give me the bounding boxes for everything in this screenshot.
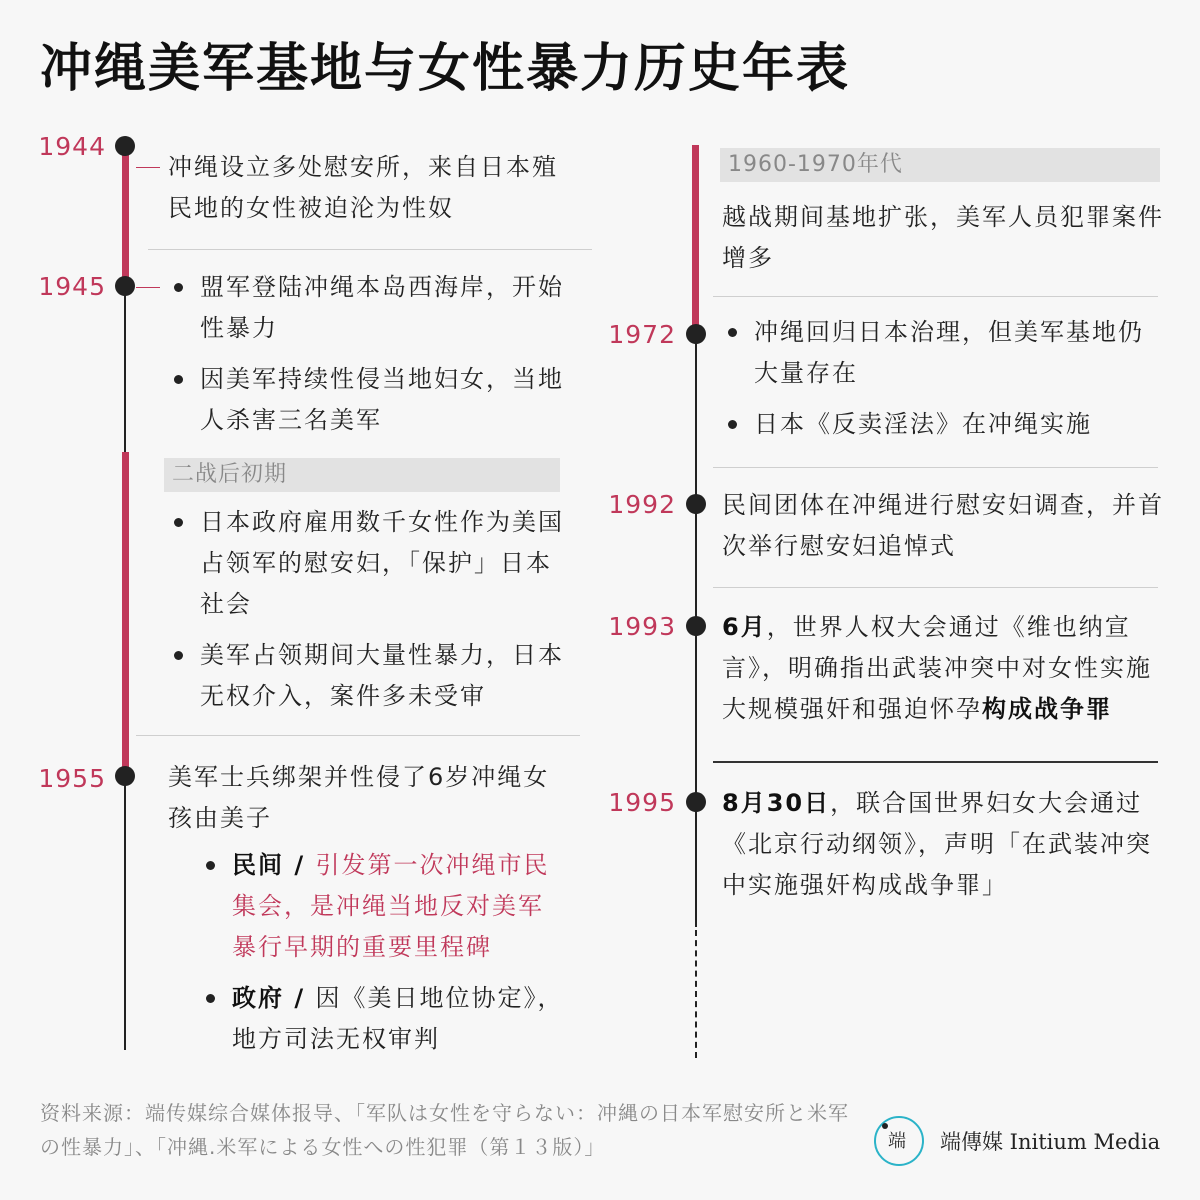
event-1972-list <box>718 312 1168 445</box>
list-item <box>196 978 568 1060</box>
item-separator: / <box>284 984 316 1012</box>
item-text: 引发第一次冲绳市民集会，是冲绳当地反对美军暴行早期的重要里程碑 <box>232 851 550 961</box>
separator <box>713 587 1158 588</box>
list-item <box>196 845 568 968</box>
connector-tick <box>136 287 160 288</box>
event-1993-emphasis: 构成战争罪 <box>982 695 1112 723</box>
logo-mark <box>874 1116 924 1166</box>
separator <box>136 735 580 736</box>
left-period-bar-postwar <box>122 452 129 774</box>
event-1960s-text: 越战期间基地扩张，美军人员犯罪案件增多 <box>722 203 1164 272</box>
page-title: 冲绳美军基地与女性暴力历史年表 <box>40 39 851 99</box>
list-item: 日本《反卖淫法》在冲绳实施 <box>718 404 1168 445</box>
separator <box>148 249 592 250</box>
period-label-postwar: 二战后初期 <box>164 458 560 492</box>
right-period-bar-1960s <box>692 145 699 333</box>
list-item: 因美军持续性侵当地妇女，当地人杀害三名美军 <box>164 359 564 441</box>
event-1993-text <box>722 607 1167 730</box>
timeline-dot-1995 <box>686 792 706 812</box>
year-1972: 1972 <box>608 320 676 349</box>
year-1944: 1944 <box>38 132 106 161</box>
separator <box>713 467 1158 468</box>
year-1945: 1945 <box>38 272 106 301</box>
list-item: 美军占领期间大量性暴力，日本无权介入，案件多未受审 <box>164 635 564 717</box>
item-label: 政府 <box>232 984 284 1012</box>
timeline-dot-1955 <box>115 766 135 786</box>
list-item: 盟军登陆冲绳本岛西海岸，开始性暴力 <box>164 267 564 349</box>
timeline-dot-1993 <box>686 616 706 636</box>
timeline-dot-1972 <box>686 324 706 344</box>
year-1993: 1993 <box>608 612 676 641</box>
list-item: 日本政府雇用数千女性作为美国占领军的慰安妇，「保护」日本社会 <box>164 502 564 625</box>
list-item: 冲绳回归日本治理，但美军基地仍大量存在 <box>718 312 1168 394</box>
postwar-list <box>164 502 564 717</box>
year-1995: 1995 <box>608 788 676 817</box>
event-1955-list <box>196 845 568 1060</box>
year-1955: 1955 <box>38 764 106 793</box>
separator <box>713 761 1158 763</box>
connector-tick <box>136 167 160 168</box>
event-1993-date: 6月 <box>722 613 767 641</box>
event-1992-text: 民间团体在冲绳进行慰安妇调查，并首次举行慰安妇追悼式 <box>722 491 1164 560</box>
event-1944-text: 冲绳设立多处慰安所，来自日本殖民地的女性被迫沦为性奴 <box>168 153 558 222</box>
right-timeline-dashed <box>695 930 697 1058</box>
event-1955-text: 美军士兵绑架并性侵了6岁冲绳女孩由美子 <box>168 763 550 832</box>
logo-wordmark: 端傳媒 Initium Media <box>940 1130 1161 1154</box>
event-1993-body: ，世界人权大会通过《维也纳宣言》，明确指出武装冲突中对女性实施大规模强奸和强迫怀孕 <box>722 613 1152 723</box>
timeline-dot-1945 <box>115 276 135 296</box>
event-1945-list <box>164 267 564 441</box>
logo-mark-glyph: 端 <box>888 1131 906 1152</box>
event-1995-text <box>722 783 1167 906</box>
year-1992: 1992 <box>608 490 676 519</box>
timeline-dot-1944 <box>115 136 135 156</box>
left-period-bar-1944 <box>122 145 129 287</box>
timeline-dot-1992 <box>686 494 706 514</box>
event-1995-date: 8月30日 <box>722 789 831 817</box>
item-label: 民间 <box>232 851 284 879</box>
item-separator: / <box>284 851 316 879</box>
event-1995-body: ，联合国世界妇女大会通过《北京行动纲领》，声明「在武装冲突中实施强奸构成战争罪」 <box>722 789 1152 899</box>
source-note: 资料来源：端传媒综合媒体报导、「军队は女性を守らない：冲縄の日本军慰安所と米军の性暴力」、「冲縄.米军による女性への性犯罪（第１３版）」 <box>40 1101 849 1159</box>
separator <box>713 296 1158 297</box>
period-label-1960s: 1960-1970年代 <box>720 148 1160 182</box>
item-text: 因《美日地位协定》，地方司法无权审判 <box>232 984 564 1053</box>
